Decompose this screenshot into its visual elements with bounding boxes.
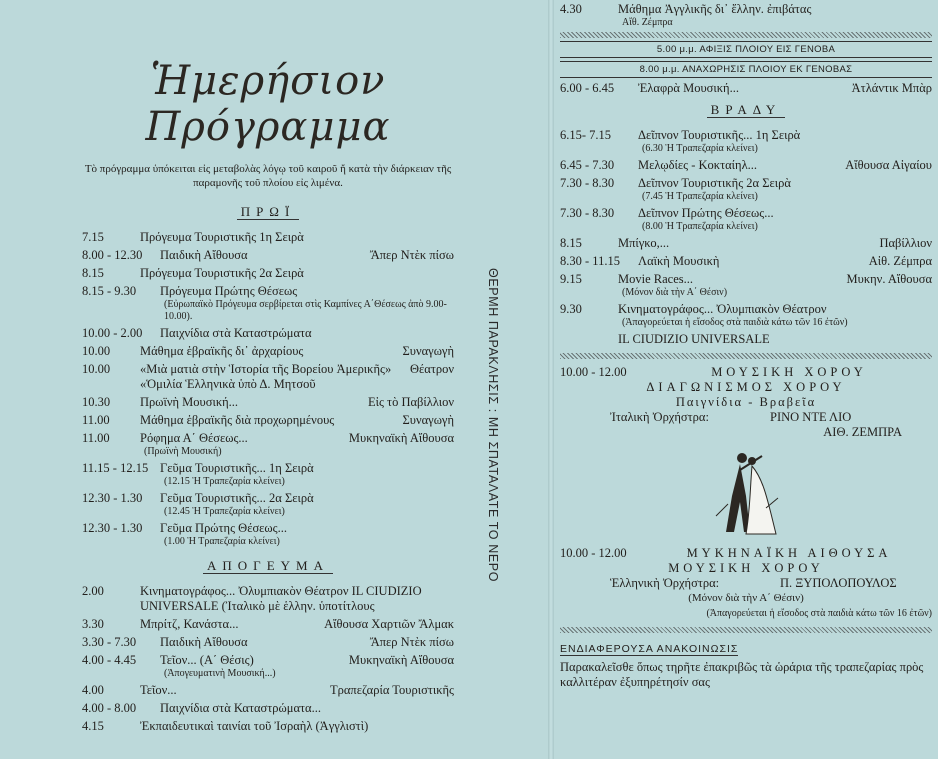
entry-description bbox=[160, 701, 454, 716]
intro-note: Τὸ πρόγραμμα ὑπόκειται εἰς μεταβολὰς λόγῳ τοῦ καιροῦ ἤ κατὰ τὴν διάρκειαν τῆς παραμονῆς τοῦ πλοίου εἰς λιμένα. bbox=[84, 163, 452, 189]
schedule-entry bbox=[82, 491, 454, 518]
entry-note: (8.00 Ἡ Τραπεζαρία κλείνει) bbox=[642, 221, 758, 232]
entry-text: Τεῖον... bbox=[140, 683, 177, 697]
entry-description bbox=[618, 302, 932, 329]
dance-time: 10.00 - 12.00 bbox=[560, 365, 627, 379]
schedule-entry bbox=[82, 413, 454, 428]
entry-location: Εἰς τὸ Παβίλλιον bbox=[367, 395, 454, 409]
music-note: (Μόνον διὰ τὴν Α΄ Θέσιν) bbox=[688, 592, 804, 604]
entry-description bbox=[160, 653, 343, 680]
dance-line-3: Παιγνίδια - Βραβεῖα bbox=[675, 395, 817, 409]
morning-heading: ΠΡΩΪ bbox=[82, 204, 454, 220]
entry-note: (Ἀπογευματινὴ Μουσική...) bbox=[164, 668, 276, 679]
entry-description bbox=[160, 491, 454, 518]
entry-text: IL CIUDIZIO UNIVERSALE bbox=[618, 332, 770, 346]
schedule-entry bbox=[82, 326, 454, 341]
afternoon-schedule bbox=[82, 584, 454, 734]
orchestra-label: Ἰταλικὴ Ὀρχήστρα: bbox=[610, 410, 709, 424]
entry-text: Μπρίτζ, Κανάστα... bbox=[140, 617, 239, 631]
entry-location: Ἄπερ Ντὲκ πίσω bbox=[369, 248, 454, 262]
entry-description bbox=[638, 206, 932, 233]
entry-time: 8.15 - 9.30 bbox=[82, 284, 137, 298]
entry-time: 8.15 bbox=[560, 236, 582, 250]
entry-description bbox=[160, 284, 454, 323]
entry-text: Πρόγευμα Πρώτης Θέσεως bbox=[160, 284, 298, 298]
schedule-entry bbox=[560, 302, 932, 329]
dancers-icon bbox=[706, 446, 786, 540]
arrival-banner: 5.00 μ.μ. ΑΦΙΞΙΣ ΠΛΟΙΟΥ ΕΙΣ ΓΕΝΟΒΑ bbox=[560, 41, 932, 58]
entry-time: 12.30 - 1.30 bbox=[82, 521, 143, 535]
entry-description bbox=[140, 344, 397, 359]
entry-text: Ρόφημα Α΄ Θέσεως... bbox=[140, 431, 248, 445]
entry-description bbox=[160, 326, 454, 341]
entry-description bbox=[140, 584, 454, 614]
right-page bbox=[560, 2, 932, 690]
entry-text: Παιδικὴ Αἴθουσα bbox=[160, 248, 248, 262]
dance-contest-block bbox=[560, 365, 932, 440]
pre-evening-schedule bbox=[560, 81, 932, 96]
entry-text: Πρόγευμα Τουριστικῆς 2α Σειρὰ bbox=[140, 266, 304, 280]
entry-time: 4.30 bbox=[560, 2, 582, 16]
entry-time: 11.15 - 12.15 bbox=[82, 461, 149, 475]
schedule-entry bbox=[82, 461, 454, 488]
entry-text: Δεῖπνον Τουριστικῆς 2α Σειρὰ bbox=[638, 176, 791, 190]
schedule-entry bbox=[82, 653, 454, 680]
entry-time: 12.30 - 1.30 bbox=[82, 491, 143, 505]
entry-location: Θέατρον bbox=[410, 362, 454, 376]
morning-schedule bbox=[82, 230, 454, 548]
divider bbox=[560, 627, 932, 633]
greek-music-block bbox=[560, 546, 932, 621]
entry-time: 4.00 - 8.00 bbox=[82, 701, 137, 715]
schedule-entry bbox=[82, 635, 454, 650]
music-time: 10.00 - 12.00 bbox=[560, 546, 627, 560]
schedule-entry bbox=[82, 362, 454, 392]
schedule-entry bbox=[82, 584, 454, 614]
afternoon-heading: ΑΠΟΓΕΥΜΑ bbox=[82, 558, 454, 574]
entry-description bbox=[140, 617, 318, 632]
entry-text: Κινηματογράφος... Ὀλυμπιακὸν Θέατρον bbox=[618, 302, 827, 316]
schedule-entry bbox=[82, 431, 454, 458]
entry-description bbox=[638, 176, 932, 203]
entry-description bbox=[160, 461, 454, 488]
orchestra-name: Π. ΞΥΠΟΛΟΠΟΥΛΟΣ bbox=[780, 576, 897, 590]
schedule-entry bbox=[560, 206, 932, 233]
entry-time: 4.15 bbox=[82, 719, 104, 733]
entry-note: (1.00 Ἡ Τραπεζαρία κλείνει) bbox=[164, 536, 280, 547]
entry-description bbox=[618, 2, 932, 29]
entry-location: Αἴθουσα Αἰγαίου bbox=[845, 158, 932, 172]
entry-text: Movie Races... bbox=[618, 272, 693, 286]
entry-description bbox=[140, 395, 362, 410]
music-age-note: (Ἀπαγορεύεται ἡ εἴσοδος στὰ παιδιὰ κάτω τῶν 16 ἐτῶν) bbox=[706, 608, 932, 619]
entry-text: Δεῖπνον Τουριστικῆς... 1η Σειρὰ bbox=[638, 128, 801, 142]
entry-location: Αἰθ. Ζέμπρα bbox=[868, 254, 932, 268]
schedule-entry bbox=[82, 719, 454, 734]
schedule-entry bbox=[560, 272, 932, 299]
entry-description bbox=[618, 236, 873, 251]
entry-time: 9.15 bbox=[560, 272, 582, 286]
entry-text: Ἐλαφρὰ Μουσική... bbox=[638, 81, 739, 95]
schedule-entry bbox=[82, 248, 454, 263]
music-venue: ΜΥΚΗΝΑΪΚΗ ΑΙΘΟΥΣΑ bbox=[686, 546, 892, 560]
schedule-entry bbox=[82, 617, 454, 632]
entry-note: (6.30 Ἡ Τραπεζαρία κλείνει) bbox=[642, 143, 758, 154]
entry-description bbox=[140, 683, 324, 698]
entry-description bbox=[160, 635, 364, 650]
entry-time: 10.00 - 2.00 bbox=[82, 326, 143, 340]
notice-heading: ΕΝΔΙΑΦΕΡΟΥΣΑ ΑΝΑΚΟΙΝΩΣΙΣ bbox=[560, 643, 739, 655]
entry-text: Γεῦμα Τουριστικῆς... 2α Σειρὰ bbox=[160, 491, 314, 505]
entry-text: Παιχνίδια στὰ Καταστρώματα... bbox=[160, 701, 321, 715]
entry-description bbox=[638, 128, 932, 155]
entry-time: 7.30 - 8.30 bbox=[560, 206, 615, 220]
music-title: ΜΟΥΣΙΚΗ ΧΟΡΟΥ bbox=[668, 561, 824, 575]
entry-time: 7.15 bbox=[82, 230, 104, 244]
entry-description bbox=[638, 254, 863, 269]
dance-venue: ΑΙΘ. ΖΕΜΠΡΑ bbox=[823, 425, 902, 439]
left-page bbox=[82, 58, 454, 737]
schedule-entry bbox=[560, 128, 932, 155]
divider bbox=[560, 32, 932, 38]
entry-description bbox=[140, 230, 454, 245]
entry-text: Μπίγκο,... bbox=[618, 236, 670, 250]
entry-time: 3.30 - 7.30 bbox=[82, 635, 137, 649]
entry-text: Μελῳδίες - Κοκταίηλ... bbox=[638, 158, 758, 172]
schedule-entry bbox=[82, 230, 454, 245]
entry-description bbox=[618, 272, 841, 299]
entry-time: 11.00 bbox=[82, 413, 110, 427]
entry-location: Τραπεζαρία Τουριστικῆς bbox=[329, 683, 454, 697]
schedule-entry bbox=[560, 81, 932, 96]
entry-description bbox=[160, 521, 454, 548]
entry-time: 8.30 - 11.15 bbox=[560, 254, 620, 268]
entry-time: 6.00 - 6.45 bbox=[560, 81, 615, 95]
entry-time: 9.30 bbox=[560, 302, 582, 316]
entry-location: Μυκηναϊκὴ Αἴθουσα bbox=[348, 653, 454, 667]
schedule-entry bbox=[82, 284, 454, 323]
entry-text: Μάθημα Ἀγγλικῆς δι᾽ ἕλλην. ἐπιβάτας bbox=[618, 2, 812, 16]
entry-text: Γεῦμα Πρώτης Θέσεως... bbox=[160, 521, 287, 535]
entry-time: 10.00 bbox=[82, 362, 111, 376]
entry-text: Μάθημα ἑβραϊκῆς διὰ προχωρημένους bbox=[140, 413, 335, 427]
entry-note: (12.45 Ἡ Τραπεζαρία κλείνει) bbox=[164, 506, 285, 517]
water-notice: ΘΕΡΜΗ ΠΑΡΑΚΛΗΣΙΣ : ΜΗ ΣΠΑΤΑΛΑΤΕ ΤΟ ΝΕΡΟ bbox=[486, 267, 500, 582]
entry-text: Μάθημα ἑβραϊκῆς δι᾽ ἀρχαρίους bbox=[140, 344, 304, 358]
schedule-entry bbox=[82, 395, 454, 410]
late-afternoon-schedule bbox=[560, 2, 932, 29]
entry-time: 10.00 bbox=[82, 344, 111, 358]
entry-location: Παβίλλιον bbox=[879, 236, 932, 250]
entry-location: Αἴθουσα Χαρτιῶν Ἄλμακ bbox=[324, 617, 454, 631]
entry-description bbox=[140, 266, 454, 281]
schedule-entry bbox=[560, 332, 932, 347]
entry-description bbox=[140, 431, 343, 458]
entry-description bbox=[140, 719, 454, 734]
entry-text: Πρόγευμα Τουριστικῆς 1η Σειρὰ bbox=[140, 230, 304, 244]
entry-time: 2.00 bbox=[82, 584, 104, 598]
dancing-couple-illustration bbox=[560, 446, 932, 540]
entry-note: Αἴθ. Ζέμπρα bbox=[622, 17, 673, 28]
entry-location: Μυκην. Αἴθουσα bbox=[846, 272, 932, 286]
entry-time: 8.15 bbox=[82, 266, 104, 280]
entry-text: Παιχνίδια στὰ Καταστρώματα bbox=[160, 326, 312, 340]
entry-text: Τεῖον... (Α΄ Θέσις) bbox=[160, 653, 254, 667]
schedule-entry bbox=[560, 158, 932, 173]
divider bbox=[560, 353, 932, 359]
entry-text: Λαϊκὴ Μουσικὴ bbox=[638, 254, 720, 268]
departure-banner: 8.00 μ.μ. ΑΝΑΧΩΡΗΣΙΣ ΠΛΟΙΟΥ ΕΚ ΓΕΝΟΒΑΣ bbox=[560, 61, 932, 78]
entry-description bbox=[638, 81, 846, 96]
schedule-entry bbox=[82, 344, 454, 359]
entry-text: Δεῖπνον Πρώτης Θέσεως... bbox=[638, 206, 774, 220]
entry-text: Κινηματογράφος... Ὀλυμπιακὸν Θέατρον IL CIUDIZIO UNIVERSALE (Ἰταλικὸ μὲ ἑλλην. ὑποτίτλους bbox=[140, 584, 422, 613]
evening-heading: ΒΡΑΔΥ bbox=[560, 102, 932, 118]
schedule-entry bbox=[560, 254, 932, 269]
entry-note: (Εὐρωπαϊκὸ Πρόγευμα σερβίρεται στὶς Καμπίνες Α΄Θέσεως ἀπὸ 9.00-10.00). bbox=[164, 299, 447, 322]
dance-line-1: ΜΟΥΣΙΚΗ ΧΟΡΟΥ bbox=[711, 365, 867, 379]
entry-description bbox=[638, 158, 839, 173]
entry-note: (Πρωϊνὴ Μουσική) bbox=[144, 446, 222, 457]
entry-description bbox=[160, 248, 364, 263]
evening-schedule bbox=[560, 128, 932, 347]
entry-note: (Ἀπαγορεύεται ἡ εἴσοδος στὰ παιδιὰ κάτω τῶν 16 ἐτῶν) bbox=[622, 317, 848, 328]
entry-location: Συναγωγὴ bbox=[402, 344, 454, 358]
entry-time: 6.15- 7.15 bbox=[560, 128, 612, 142]
entry-time: 10.30 bbox=[82, 395, 111, 409]
schedule-entry bbox=[82, 683, 454, 698]
schedule-entry bbox=[560, 236, 932, 251]
schedule-entry bbox=[82, 266, 454, 281]
entry-text: Ἐκπαιδευτικαὶ ταινίαι τοῦ Ἰσραὴλ (Ἀγγλιστὶ) bbox=[140, 719, 369, 733]
schedule-entry bbox=[82, 521, 454, 548]
entry-time: 3.30 bbox=[82, 617, 104, 631]
entry-description bbox=[618, 332, 932, 347]
entry-location: Μυκηναϊκὴ Αἴθουσα bbox=[348, 431, 454, 445]
entry-location: Ἄπερ Ντὲκ πίσω bbox=[369, 635, 454, 649]
entry-time: 4.00 - 4.45 bbox=[82, 653, 137, 667]
schedule-entry bbox=[560, 176, 932, 203]
entry-note: (7.45 Ἡ Τραπεζαρία κλείνει) bbox=[642, 191, 758, 202]
entry-text: Πρωϊνὴ Μουσική... bbox=[140, 395, 239, 409]
entry-time: 6.45 - 7.30 bbox=[560, 158, 615, 172]
entry-location: Συναγωγὴ bbox=[402, 413, 454, 427]
dance-line-2: ΔΙΑΓΩΝΙΣΜΟΣ ΧΟΡΟΥ bbox=[646, 380, 846, 394]
page-fold bbox=[548, 0, 554, 759]
entry-description bbox=[140, 362, 404, 392]
page-title: Ἡμερήσιον Πρόγραμμα bbox=[145, 58, 391, 150]
orchestra-name: ΡΙΝΟ ΝΤΕ ΛΙΟ bbox=[770, 410, 852, 424]
entry-note: (12.15 Ἡ Τραπεζαρία κλείνει) bbox=[164, 476, 285, 487]
entry-text: «Μιὰ ματιὰ στὴν Ἱστορία τῆς Βορείου Ἀμερικῆς» «Ὁμιλία Ἑλληνικὰ ὑπὸ Δ. Μητσοῦ bbox=[140, 362, 392, 391]
schedule-entry bbox=[82, 701, 454, 716]
entry-time: 8.00 - 12.30 bbox=[82, 248, 143, 262]
entry-location: Ἀτλάντικ Μπὰρ bbox=[851, 81, 932, 95]
entry-time: 4.00 bbox=[82, 683, 104, 697]
schedule-entry bbox=[560, 2, 932, 29]
entry-time: 7.30 - 8.30 bbox=[560, 176, 615, 190]
entry-time: 11.00 bbox=[82, 431, 110, 445]
entry-text: Παιδικὴ Αἴθουσα bbox=[160, 635, 248, 649]
notice-text: Παρακαλεῖσθε ὅπως τηρῆτε ἐπακριβῶς τὰ ὡράρια τῆς τραπεζαρίας πρὸς καλλιτέραν ἐξυπηρέτησίν σας bbox=[560, 660, 924, 689]
entry-note: (Μόνον διὰ τὴν Α΄ Θέσιν) bbox=[622, 287, 728, 298]
entry-description bbox=[140, 413, 397, 428]
orchestra-label: Ἑλληνικὴ Ὀρχήστρα: bbox=[610, 576, 720, 590]
entry-text: Γεῦμα Τουριστικῆς... 1η Σειρὰ bbox=[160, 461, 314, 475]
